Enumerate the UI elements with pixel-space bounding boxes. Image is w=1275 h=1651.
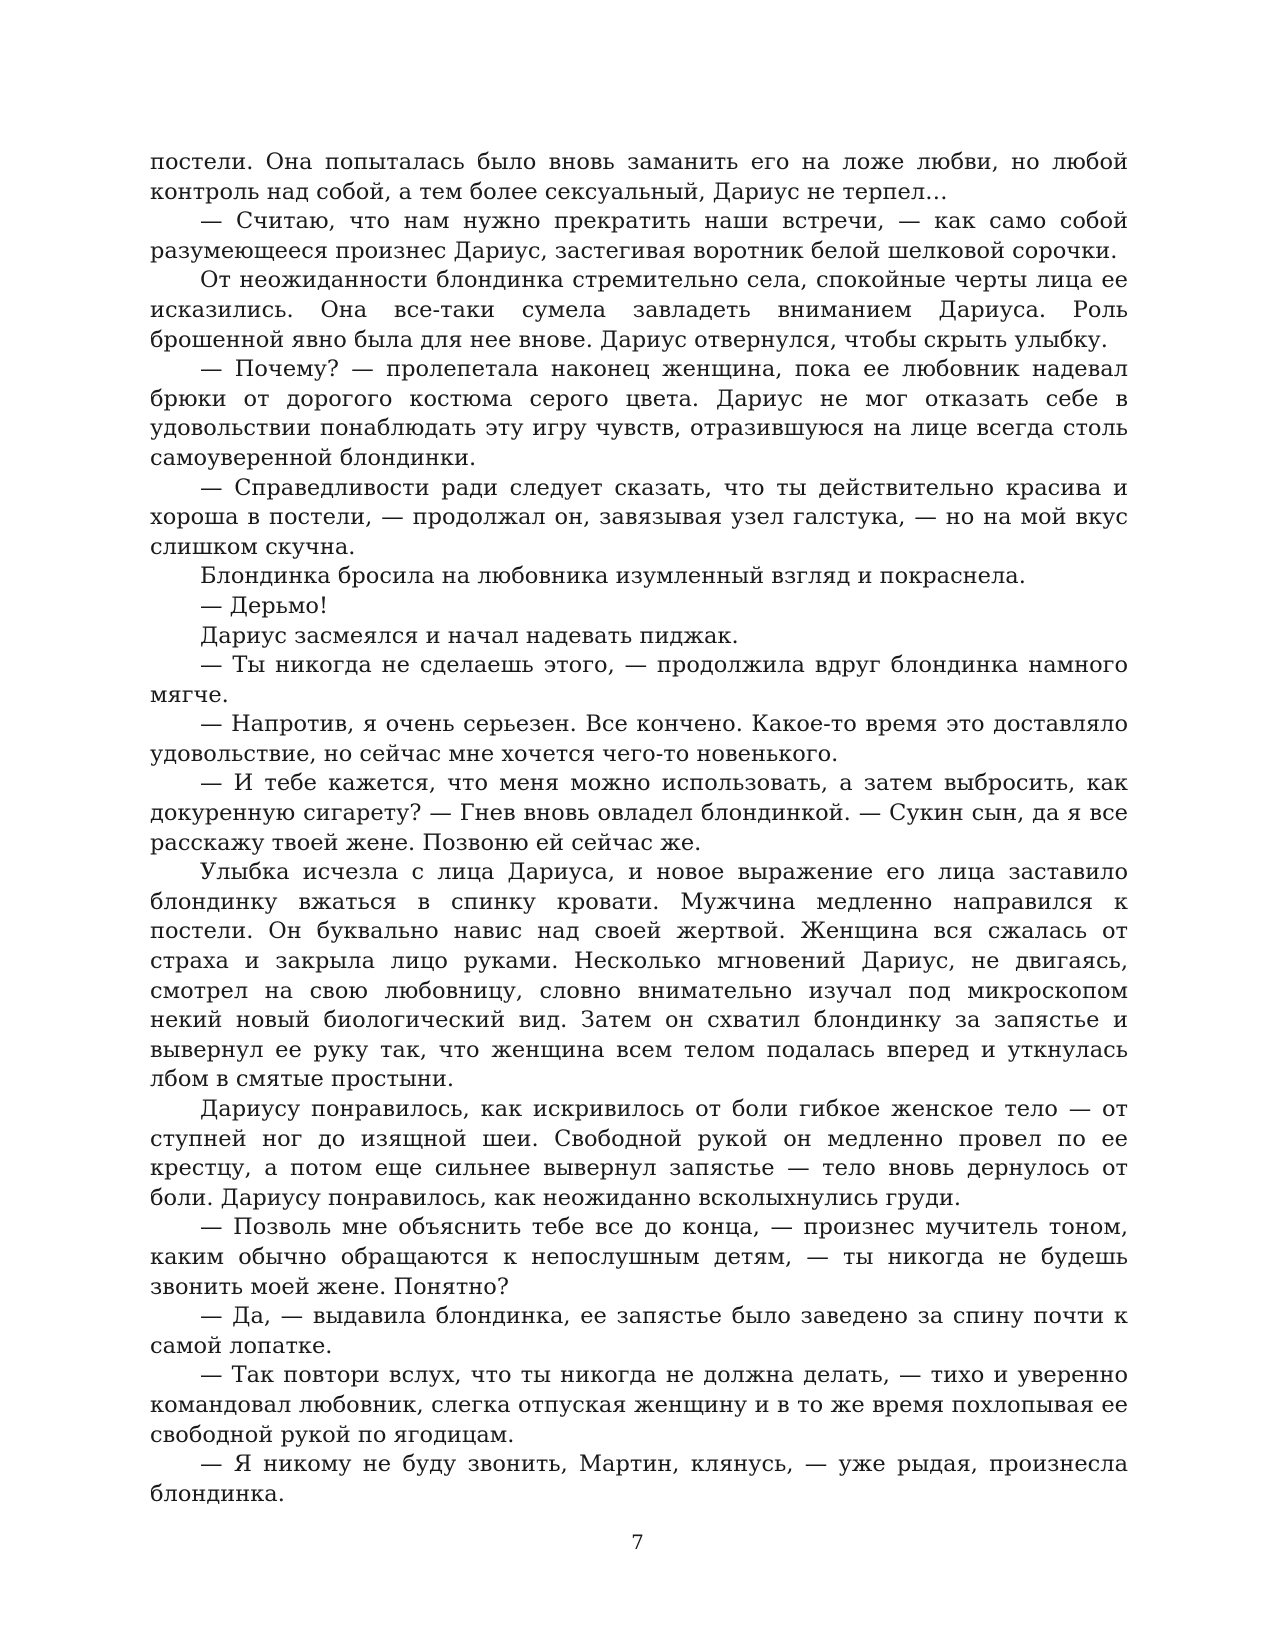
paragraph: — И тебе кажется, что меня можно использовать, а затем выбросить, как докуренную сигарету? — Гнев вновь овладел блондинкой. — Сукин сын, да я все расскажу твоей жене. Позвоню ей сейчас же. — [150, 770, 1128, 856]
paragraph: Улыбка исчезла с лица Дариуса, и новое выражение его лица заставило блондинку вжаться в спинку кровати. Мужчина медленно направился к постели. Он буквально навис над своей жертвой. Женщина вся сжалась от страха и закрыла лицо руками. Несколько мгновений Дариус, не двигаясь, смотрел на свою любовницу, словно внимательно изучал под микроскопом некий новый биологический вид. Затем он схватил блондинку за запястье и вывернул ее руку так, что женщина всем телом подалась вперед и уткнулась лбом в смятые простыни. — [150, 859, 1128, 1093]
paragraph: постели. Она попыталась было вновь заманить его на ложе любви, но любой контроль над собой, а тем более сексуальный, Дариус не терпел… — [150, 149, 1128, 205]
paragraph: От неожиданности блондинка стремительно села, спокойные черты лица ее исказились. Она все-таки сумела завладеть вниманием Дариуса. Роль брошенной явно была для нее внове. Дариус отвернулся, чтобы скрыть улыбку. — [150, 267, 1128, 353]
paragraph: Блондинка бросила на любовника изумленный взгляд и покраснела. — [200, 563, 1026, 590]
paragraph: — Дерьмо! — [200, 592, 329, 619]
paragraph: — Я никому не буду звонить, Мартин, клянусь, — уже рыдая, произнесла блондинка. — [150, 1451, 1128, 1507]
paragraph: — Ты никогда не сделаешь этого, — продолжила вдруг блондинка намного мягче. — [150, 652, 1128, 708]
paragraph: — Позволь мне объяснить тебе все до конца, — произнес мучитель тоном, каким обычно обращаются к непослушным детям, — ты никогда не будешь звонить моей жене. Понятно? — [150, 1214, 1128, 1300]
paragraph: — Справедливости ради следует сказать, что ты действительно красива и хороша в постели, — продолжал он, завязывая узел галстука, — но на мой вкус слишком скучна. — [150, 474, 1128, 560]
page-body — [150, 148, 1128, 1509]
paragraph: — Да, — выдавила блондинка, ее запястье было заведено за спину почти к самой лопатке. — [150, 1303, 1128, 1359]
paragraph: — Считаю, что нам нужно прекратить наши встречи, — как само собой разумеющееся произнес Дариус, застегивая воротник белой шелковой сорочки. — [150, 208, 1128, 264]
paragraph: — Почему? — пролепетала наконец женщина, пока ее любовник надевал брюки от дорогого костюма серого цвета. Дариус не мог отказать себе в удовольствии понаблюдать эту игру чувств, отразившуюся на лице всегда столь самоуверенной блондинки. — [150, 356, 1128, 471]
paragraph: Дариусу понравилось, как искривилось от боли гибкое женское тело — от ступней ног до изящной шеи. Свободной рукой он медленно провел по ее крестцу, а потом еще сильнее вывернул запястье — тело вновь дернулось от боли. Дариусу понравилось, как неожиданно всколыхнулись груди. — [150, 1096, 1128, 1211]
page-number: 7 — [631, 1530, 644, 1554]
paragraph: — Так повтори вслух, что ты никогда не должна делать, — тихо и уверенно командовал любовник, слегка отпуская женщину и в то же время похлопывая ее свободной рукой по ягодицам. — [150, 1362, 1128, 1448]
paragraph: — Напротив, я очень серьезен. Все кончено. Какое-то время это доставляло удовольствие, но сейчас мне хочется чего-то новенького. — [150, 711, 1128, 767]
paragraph: Дариус засмеялся и начал надевать пиджак. — [200, 622, 739, 649]
